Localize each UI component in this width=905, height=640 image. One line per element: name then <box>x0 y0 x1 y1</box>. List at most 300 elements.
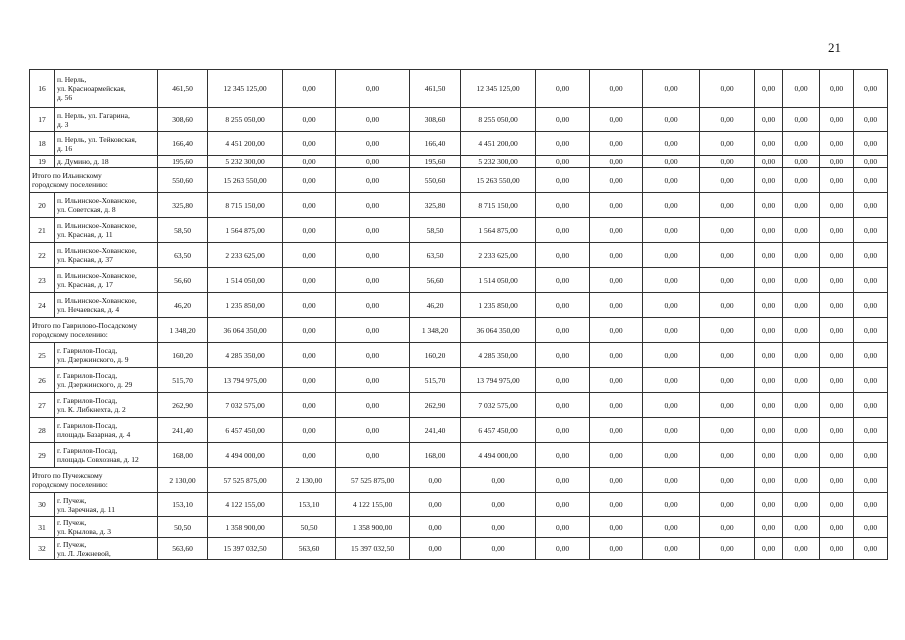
value-cell: 8 715 150,00 <box>461 193 536 218</box>
value-cell: 308,60 <box>158 108 208 132</box>
value-cell: 0,00 <box>700 368 755 393</box>
value-cell: 0,00 <box>283 443 336 468</box>
value-cell: 166,40 <box>410 132 461 156</box>
value-cell: 0,00 <box>820 538 854 560</box>
value-cell: 0,00 <box>536 368 590 393</box>
total-label: Итого по Пучежскому городскому поселению: <box>30 468 158 493</box>
value-cell: 0,00 <box>590 132 643 156</box>
value-cell: 160,20 <box>158 343 208 368</box>
value-cell: 195,60 <box>410 156 461 168</box>
value-cell: 0,00 <box>590 243 643 268</box>
value-cell: 0,00 <box>854 218 888 243</box>
value-cell: 0,00 <box>283 70 336 108</box>
value-cell: 2 130,00 <box>283 468 336 493</box>
value-cell: 0,00 <box>643 156 700 168</box>
value-cell: 0,00 <box>590 517 643 538</box>
value-cell: 1 348,20 <box>410 318 461 343</box>
table-row <box>30 218 888 243</box>
table-row <box>30 70 888 108</box>
value-cell: 0,00 <box>783 368 820 393</box>
address-cell: г. Гаврилов-Посад, ул. Дзержинского, д. 9 <box>55 343 158 368</box>
value-cell: 1 564 875,00 <box>461 218 536 243</box>
value-cell: 0,00 <box>336 268 410 293</box>
value-cell: 2 233 625,00 <box>208 243 283 268</box>
value-cell: 0,00 <box>854 443 888 468</box>
total-row <box>30 468 888 493</box>
value-cell: 0,00 <box>783 393 820 418</box>
value-cell: 0,00 <box>336 243 410 268</box>
value-cell: 0,00 <box>283 393 336 418</box>
value-cell: 1 514 050,00 <box>208 268 283 293</box>
value-cell: 0,00 <box>536 243 590 268</box>
value-cell: 0,00 <box>643 132 700 156</box>
value-cell: 0,00 <box>410 517 461 538</box>
value-cell: 0,00 <box>536 108 590 132</box>
table-row <box>30 493 888 517</box>
row-number: 27 <box>30 393 55 418</box>
value-cell: 4 122 155,00 <box>336 493 410 517</box>
value-cell: 0,00 <box>590 156 643 168</box>
value-cell: 0,00 <box>536 132 590 156</box>
value-cell: 5 232 300,00 <box>208 156 283 168</box>
value-cell: 563,60 <box>158 538 208 560</box>
address-cell: г. Гаврилов-Посад, площадь Базарная, д. 4 <box>55 418 158 443</box>
value-cell: 0,00 <box>783 218 820 243</box>
table-row <box>30 443 888 468</box>
value-cell: 0,00 <box>755 418 783 443</box>
value-cell: 0,00 <box>590 443 643 468</box>
value-cell: 0,00 <box>820 368 854 393</box>
value-cell: 1 348,20 <box>158 318 208 343</box>
value-cell: 0,00 <box>536 70 590 108</box>
value-cell: 4 494 000,00 <box>208 443 283 468</box>
value-cell: 308,60 <box>410 108 461 132</box>
value-cell: 0,00 <box>590 318 643 343</box>
value-cell: 0,00 <box>536 468 590 493</box>
value-cell: 563,60 <box>283 538 336 560</box>
value-cell: 0,00 <box>700 108 755 132</box>
address-cell: г. Гаврилов-Посад, ул. К. Либкнехта, д. 2 <box>55 393 158 418</box>
value-cell: 0,00 <box>643 168 700 193</box>
value-cell: 0,00 <box>410 468 461 493</box>
value-cell: 6 457 450,00 <box>461 418 536 443</box>
value-cell: 8 715 150,00 <box>208 193 283 218</box>
value-cell: 0,00 <box>854 243 888 268</box>
value-cell: 153,10 <box>283 493 336 517</box>
address-cell: п. Ильинское-Хованское, ул. Красная, д. 37 <box>55 243 158 268</box>
value-cell: 0,00 <box>410 538 461 560</box>
value-cell: 0,00 <box>820 168 854 193</box>
row-number: 25 <box>30 343 55 368</box>
value-cell: 241,40 <box>158 418 208 443</box>
value-cell: 0,00 <box>820 318 854 343</box>
value-cell: 0,00 <box>854 368 888 393</box>
value-cell: 1 564 875,00 <box>208 218 283 243</box>
value-cell: 0,00 <box>283 243 336 268</box>
value-cell: 0,00 <box>643 517 700 538</box>
value-cell: 0,00 <box>854 468 888 493</box>
value-cell: 36 064 350,00 <box>461 318 536 343</box>
table-row <box>30 517 888 538</box>
value-cell: 0,00 <box>590 538 643 560</box>
value-cell: 0,00 <box>783 538 820 560</box>
value-cell: 0,00 <box>700 443 755 468</box>
value-cell: 0,00 <box>643 368 700 393</box>
value-cell: 0,00 <box>336 393 410 418</box>
table-row <box>30 418 888 443</box>
value-cell: 0,00 <box>755 268 783 293</box>
value-cell: 8 255 050,00 <box>208 108 283 132</box>
value-cell: 58,50 <box>158 218 208 243</box>
value-cell: 0,00 <box>820 517 854 538</box>
value-cell: 1 358 900,00 <box>336 517 410 538</box>
value-cell: 0,00 <box>783 70 820 108</box>
row-number: 31 <box>30 517 55 538</box>
value-cell: 0,00 <box>536 538 590 560</box>
value-cell: 0,00 <box>700 393 755 418</box>
address-cell: п. Ильинское-Хованское, ул. Красная, д. 11 <box>55 218 158 243</box>
value-cell: 0,00 <box>336 70 410 108</box>
value-cell: 0,00 <box>536 318 590 343</box>
value-cell: 0,00 <box>461 493 536 517</box>
value-cell: 0,00 <box>643 293 700 318</box>
value-cell: 0,00 <box>783 243 820 268</box>
table-row <box>30 538 888 560</box>
value-cell: 241,40 <box>410 418 461 443</box>
table-row <box>30 343 888 368</box>
value-cell: 0,00 <box>283 318 336 343</box>
value-cell: 0,00 <box>536 156 590 168</box>
total-row <box>30 318 888 343</box>
value-cell: 4 494 000,00 <box>461 443 536 468</box>
value-cell: 0,00 <box>590 70 643 108</box>
value-cell: 0,00 <box>755 468 783 493</box>
address-cell: п. Ильинское-Хованское, ул. Нечаевская, д. 4 <box>55 293 158 318</box>
value-cell: 0,00 <box>336 368 410 393</box>
value-cell: 4 122 155,00 <box>208 493 283 517</box>
value-cell: 0,00 <box>820 418 854 443</box>
value-cell: 0,00 <box>783 517 820 538</box>
value-cell: 325,80 <box>158 193 208 218</box>
value-cell: 0,00 <box>643 193 700 218</box>
value-cell: 0,00 <box>643 243 700 268</box>
row-number: 16 <box>30 70 55 108</box>
value-cell: 0,00 <box>700 468 755 493</box>
value-cell: 0,00 <box>700 168 755 193</box>
value-cell: 0,00 <box>536 218 590 243</box>
total-label: Итого по Гаврилово-Посадскому городскому поселению: <box>30 318 158 343</box>
value-cell: 0,00 <box>700 318 755 343</box>
value-cell: 0,00 <box>536 293 590 318</box>
value-cell: 0,00 <box>536 493 590 517</box>
address-cell: г. Гаврилов-Посад, площадь Совхозная, д. 12 <box>55 443 158 468</box>
value-cell: 15 263 550,00 <box>461 168 536 193</box>
value-cell: 1 514 050,00 <box>461 268 536 293</box>
value-cell: 0,00 <box>820 218 854 243</box>
value-cell: 0,00 <box>700 268 755 293</box>
value-cell: 461,50 <box>410 70 461 108</box>
value-cell: 0,00 <box>783 468 820 493</box>
table-row <box>30 393 888 418</box>
value-cell: 0,00 <box>783 293 820 318</box>
value-cell: 0,00 <box>755 293 783 318</box>
value-cell: 0,00 <box>755 108 783 132</box>
value-cell: 0,00 <box>700 193 755 218</box>
value-cell: 15 397 032,50 <box>208 538 283 560</box>
value-cell: 0,00 <box>643 70 700 108</box>
value-cell: 0,00 <box>590 293 643 318</box>
value-cell: 0,00 <box>854 318 888 343</box>
value-cell: 0,00 <box>700 517 755 538</box>
value-cell: 0,00 <box>820 268 854 293</box>
value-cell: 0,00 <box>283 268 336 293</box>
value-cell: 0,00 <box>854 293 888 318</box>
value-cell: 0,00 <box>700 243 755 268</box>
address-cell: г. Пучеж, ул. Заречная, д. 11 <box>55 493 158 517</box>
value-cell: 15 397 032,50 <box>336 538 410 560</box>
row-number: 23 <box>30 268 55 293</box>
value-cell: 0,00 <box>755 443 783 468</box>
table-body <box>30 70 888 560</box>
value-cell: 0,00 <box>461 468 536 493</box>
value-cell: 0,00 <box>783 343 820 368</box>
value-cell: 0,00 <box>336 418 410 443</box>
value-cell: 0,00 <box>643 218 700 243</box>
value-cell: 0,00 <box>854 268 888 293</box>
value-cell: 0,00 <box>590 418 643 443</box>
value-cell: 0,00 <box>755 168 783 193</box>
value-cell: 168,00 <box>410 443 461 468</box>
value-cell: 0,00 <box>820 70 854 108</box>
value-cell: 0,00 <box>755 193 783 218</box>
row-number: 26 <box>30 368 55 393</box>
value-cell: 6 457 450,00 <box>208 418 283 443</box>
housing-program-table <box>29 69 888 560</box>
page-number: 21 <box>828 40 841 55</box>
value-cell: 13 794 975,00 <box>461 368 536 393</box>
value-cell: 0,00 <box>283 168 336 193</box>
row-number: 22 <box>30 243 55 268</box>
value-cell: 0,00 <box>461 538 536 560</box>
value-cell: 0,00 <box>536 343 590 368</box>
value-cell: 0,00 <box>590 218 643 243</box>
value-cell: 0,00 <box>536 268 590 293</box>
value-cell: 0,00 <box>461 517 536 538</box>
address-cell: п. Нерль, ул. Тейковская, д. 16 <box>55 132 158 156</box>
value-cell: 4 451 200,00 <box>208 132 283 156</box>
value-cell: 0,00 <box>820 156 854 168</box>
value-cell: 0,00 <box>854 70 888 108</box>
value-cell: 0,00 <box>854 538 888 560</box>
value-cell: 0,00 <box>536 193 590 218</box>
value-cell: 0,00 <box>643 318 700 343</box>
value-cell: 4 285 350,00 <box>208 343 283 368</box>
value-cell: 8 255 050,00 <box>461 108 536 132</box>
value-cell: 0,00 <box>536 443 590 468</box>
row-number: 29 <box>30 443 55 468</box>
value-cell: 0,00 <box>854 132 888 156</box>
value-cell: 0,00 <box>643 468 700 493</box>
value-cell: 0,00 <box>700 293 755 318</box>
value-cell: 0,00 <box>283 193 336 218</box>
value-cell: 550,60 <box>410 168 461 193</box>
address-cell: г. Пучеж, ул. Крылова, д. 3 <box>55 517 158 538</box>
value-cell: 0,00 <box>783 156 820 168</box>
value-cell: 0,00 <box>283 343 336 368</box>
value-cell: 0,00 <box>820 343 854 368</box>
address-cell: п. Ильинское-Хованское, ул. Красная, д. 17 <box>55 268 158 293</box>
value-cell: 50,50 <box>158 517 208 538</box>
value-cell: 12 345 125,00 <box>461 70 536 108</box>
value-cell: 0,00 <box>820 193 854 218</box>
value-cell: 0,00 <box>536 517 590 538</box>
value-cell: 63,50 <box>410 243 461 268</box>
value-cell: 58,50 <box>410 218 461 243</box>
value-cell: 46,20 <box>158 293 208 318</box>
value-cell: 0,00 <box>783 132 820 156</box>
value-cell: 0,00 <box>283 418 336 443</box>
value-cell: 0,00 <box>700 156 755 168</box>
value-cell: 0,00 <box>336 318 410 343</box>
value-cell: 0,00 <box>783 318 820 343</box>
value-cell: 262,90 <box>410 393 461 418</box>
value-cell: 0,00 <box>820 443 854 468</box>
row-number: 30 <box>30 493 55 517</box>
value-cell: 0,00 <box>755 393 783 418</box>
value-cell: 0,00 <box>820 293 854 318</box>
value-cell: 550,60 <box>158 168 208 193</box>
value-cell: 0,00 <box>854 193 888 218</box>
value-cell: 0,00 <box>590 108 643 132</box>
value-cell: 0,00 <box>755 156 783 168</box>
total-row <box>30 168 888 193</box>
value-cell: 0,00 <box>820 468 854 493</box>
value-cell: 0,00 <box>783 168 820 193</box>
value-cell: 0,00 <box>820 108 854 132</box>
value-cell: 2 130,00 <box>158 468 208 493</box>
value-cell: 0,00 <box>700 493 755 517</box>
value-cell: 0,00 <box>820 243 854 268</box>
value-cell: 0,00 <box>783 418 820 443</box>
value-cell: 0,00 <box>755 318 783 343</box>
value-cell: 0,00 <box>536 418 590 443</box>
value-cell: 0,00 <box>783 193 820 218</box>
value-cell: 13 794 975,00 <box>208 368 283 393</box>
table-row <box>30 368 888 393</box>
value-cell: 160,20 <box>410 343 461 368</box>
address-cell: п. Нерль, ул. Гагарина, д. 3 <box>55 108 158 132</box>
value-cell: 0,00 <box>336 108 410 132</box>
value-cell: 0,00 <box>755 493 783 517</box>
value-cell: 0,00 <box>590 493 643 517</box>
value-cell: 0,00 <box>590 368 643 393</box>
value-cell: 0,00 <box>283 108 336 132</box>
value-cell: 0,00 <box>854 517 888 538</box>
row-number: 20 <box>30 193 55 218</box>
table-row <box>30 243 888 268</box>
value-cell: 0,00 <box>700 70 755 108</box>
value-cell: 1 235 850,00 <box>461 293 536 318</box>
value-cell: 12 345 125,00 <box>208 70 283 108</box>
row-number: 19 <box>30 156 55 168</box>
row-number: 32 <box>30 538 55 560</box>
value-cell: 50,50 <box>283 517 336 538</box>
value-cell: 0,00 <box>854 418 888 443</box>
value-cell: 515,70 <box>158 368 208 393</box>
value-cell: 0,00 <box>820 493 854 517</box>
value-cell: 168,00 <box>158 443 208 468</box>
value-cell: 0,00 <box>336 193 410 218</box>
total-label: Итого по Ильинскому городскому поселению: <box>30 168 158 193</box>
row-number: 28 <box>30 418 55 443</box>
value-cell: 0,00 <box>643 268 700 293</box>
value-cell: 0,00 <box>783 443 820 468</box>
value-cell: 0,00 <box>590 343 643 368</box>
value-cell: 0,00 <box>410 493 461 517</box>
value-cell: 0,00 <box>854 343 888 368</box>
address-cell: п. Ильинское-Хованское, ул. Советская, д. 8 <box>55 193 158 218</box>
table-row <box>30 156 888 168</box>
value-cell: 0,00 <box>643 493 700 517</box>
value-cell: 0,00 <box>643 443 700 468</box>
address-cell: д. Думино, д. 18 <box>55 156 158 168</box>
value-cell: 0,00 <box>643 418 700 443</box>
value-cell: 0,00 <box>755 368 783 393</box>
address-cell: п. Нерль, ул. Красноармейская, д. 56 <box>55 70 158 108</box>
value-cell: 5 232 300,00 <box>461 156 536 168</box>
value-cell: 0,00 <box>755 132 783 156</box>
value-cell: 0,00 <box>283 368 336 393</box>
value-cell: 0,00 <box>643 393 700 418</box>
value-cell: 0,00 <box>590 468 643 493</box>
value-cell: 15 263 550,00 <box>208 168 283 193</box>
table-row <box>30 293 888 318</box>
row-number: 24 <box>30 293 55 318</box>
value-cell: 0,00 <box>336 218 410 243</box>
value-cell: 0,00 <box>283 156 336 168</box>
value-cell: 0,00 <box>536 168 590 193</box>
value-cell: 0,00 <box>854 168 888 193</box>
address-cell: г. Гаврилов-Посад, ул. Дзержинского, д. 29 <box>55 368 158 393</box>
value-cell: 0,00 <box>755 70 783 108</box>
value-cell: 0,00 <box>336 156 410 168</box>
value-cell: 0,00 <box>755 218 783 243</box>
value-cell: 0,00 <box>336 132 410 156</box>
row-number: 21 <box>30 218 55 243</box>
table-row <box>30 268 888 293</box>
value-cell: 325,80 <box>410 193 461 218</box>
value-cell: 7 032 575,00 <box>208 393 283 418</box>
value-cell: 461,50 <box>158 70 208 108</box>
table-row <box>30 132 888 156</box>
value-cell: 0,00 <box>783 493 820 517</box>
value-cell: 0,00 <box>700 132 755 156</box>
value-cell: 0,00 <box>336 343 410 368</box>
table-row <box>30 108 888 132</box>
value-cell: 0,00 <box>536 393 590 418</box>
value-cell: 36 064 350,00 <box>208 318 283 343</box>
value-cell: 0,00 <box>820 132 854 156</box>
value-cell: 0,00 <box>590 168 643 193</box>
value-cell: 4 285 350,00 <box>461 343 536 368</box>
value-cell: 0,00 <box>283 132 336 156</box>
value-cell: 0,00 <box>643 108 700 132</box>
value-cell: 0,00 <box>755 517 783 538</box>
row-number: 17 <box>30 108 55 132</box>
value-cell: 0,00 <box>590 193 643 218</box>
value-cell: 0,00 <box>854 108 888 132</box>
row-number: 18 <box>30 132 55 156</box>
